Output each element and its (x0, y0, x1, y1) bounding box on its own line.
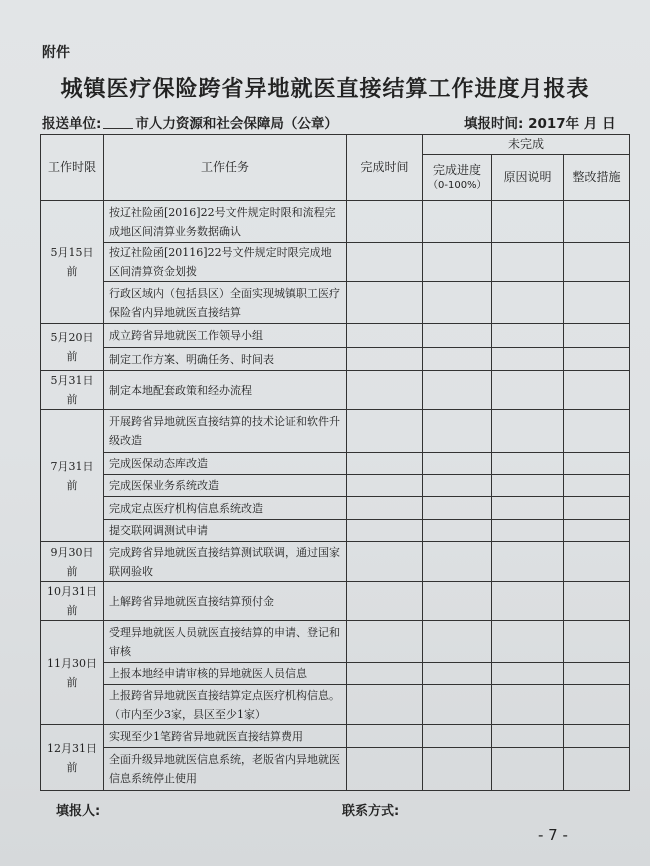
table-row (41, 582, 630, 621)
task-cell: 完成医保业务系统改造 (104, 475, 347, 497)
task-cell: 开展跨省异地就医直接结算的技术论证和软件升级改造 (104, 410, 347, 453)
task-cell: 完成定点医疗机构信息系统改造 (104, 497, 347, 520)
progress-cell[interactable] (423, 410, 492, 453)
reason-cell[interactable] (492, 520, 564, 542)
report-unit-label: 报送单位: (42, 116, 102, 132)
completion-time-cell[interactable] (347, 453, 423, 475)
deadline-cell: 5月31日前 (41, 371, 104, 410)
task-cell: 按辽社险函[2016]22号文件规定时限和流程完成地区间清算业务数据确认 (104, 201, 347, 243)
table-row (41, 748, 630, 791)
rectification-cell[interactable] (564, 520, 630, 542)
rectification-cell[interactable] (564, 201, 630, 243)
completion-time-cell[interactable] (347, 685, 423, 725)
attachment-label: 附件 (42, 45, 70, 61)
completion-time-cell[interactable] (347, 371, 423, 410)
task-cell: 全面升级异地就医信息系统，老版省内异地就医信息系统停止使用 (104, 748, 347, 791)
completion-time-cell[interactable] (347, 725, 423, 748)
completion-time-cell[interactable] (347, 201, 423, 243)
page-title: 城镇医疗保险跨省异地就医直接结算工作进度月报表 (60, 77, 590, 102)
task-cell: 上报跨省异地就医直接结算定点医疗机构信息。（市内至少3家，县区至少1家） (104, 685, 347, 725)
header-rectification: 整改措施 (564, 155, 630, 201)
reason-cell[interactable] (492, 582, 564, 621)
task-cell: 上报本地经申请审核的异地就医人员信息 (104, 663, 347, 685)
task-cell: 制定工作方案、明确任务、时间表 (104, 348, 347, 371)
completion-time-cell[interactable] (347, 410, 423, 453)
completion-time-cell[interactable] (347, 663, 423, 685)
table-row (41, 410, 630, 453)
table-row (41, 725, 630, 748)
report-time (464, 112, 616, 132)
progress-cell[interactable] (423, 621, 492, 663)
table-row (41, 663, 630, 685)
progress-cell[interactable] (423, 582, 492, 621)
rectification-cell[interactable] (564, 324, 630, 348)
reason-cell[interactable] (492, 748, 564, 791)
completion-time-cell[interactable] (347, 621, 423, 663)
progress-cell[interactable] (423, 663, 492, 685)
rectification-cell[interactable] (564, 663, 630, 685)
reason-cell[interactable] (492, 725, 564, 748)
header-progress-label: 完成进度 (432, 162, 481, 177)
progress-cell[interactable] (423, 201, 492, 243)
completion-time-cell[interactable] (347, 282, 423, 324)
task-cell: 完成跨省异地就医直接结算测试联调，通过国家联网验收 (104, 542, 347, 582)
progress-table (40, 134, 630, 791)
table-row (41, 542, 630, 582)
rectification-cell[interactable] (564, 685, 630, 725)
task-cell: 制定本地配套政策和经办流程 (104, 371, 347, 410)
report-unit-value: 市人力资源和社会保障局（公章） (135, 116, 338, 132)
progress-cell[interactable] (423, 685, 492, 725)
reason-cell[interactable] (492, 324, 564, 348)
progress-cell[interactable] (423, 371, 492, 410)
deadline-cell: 10月31日前 (41, 582, 104, 621)
rectification-cell[interactable] (564, 582, 630, 621)
progress-cell[interactable] (423, 475, 492, 497)
task-cell: 实现至少1笔跨省异地就医直接结算费用 (104, 725, 347, 748)
table-row (41, 621, 630, 663)
progress-cell[interactable] (423, 748, 492, 791)
table-row (41, 243, 630, 282)
reason-cell[interactable] (492, 542, 564, 582)
reason-cell[interactable] (492, 371, 564, 410)
progress-cell[interactable] (423, 542, 492, 582)
table-row (41, 324, 630, 348)
table-row (41, 348, 630, 371)
task-cell: 行政区域内（包括县区）全面实现城镇职工医疗保险省内异地就医直接结算 (104, 282, 347, 324)
task-cell: 按辽社险函[20116]22号文件规定时限完成地区间清算资金划拨 (104, 243, 347, 282)
reason-cell[interactable] (492, 663, 564, 685)
reason-cell[interactable] (492, 475, 564, 497)
rectification-cell[interactable] (564, 475, 630, 497)
reason-cell[interactable] (492, 348, 564, 371)
header-progress-range: （0-100%） (428, 179, 487, 191)
reason-cell[interactable] (492, 453, 564, 475)
header-reason: 原因说明 (492, 155, 564, 201)
completion-time-cell[interactable] (347, 475, 423, 497)
contact-label: 联系方式: (342, 804, 400, 819)
report-time-label: 填报时间: (464, 116, 524, 132)
completion-time-cell[interactable] (347, 243, 423, 282)
task-cell: 提交联网调测试申请 (104, 520, 347, 542)
rectification-cell[interactable] (564, 348, 630, 371)
reason-cell[interactable] (492, 685, 564, 725)
task-cell: 完成医保动态库改造 (104, 453, 347, 475)
progress-cell[interactable] (423, 520, 492, 542)
task-cell: 受理异地就医人员就医直接结算的申请、登记和审核 (104, 621, 347, 663)
progress-cell[interactable] (423, 282, 492, 324)
table-row (41, 520, 630, 542)
reason-cell[interactable] (492, 282, 564, 324)
table-row (41, 282, 630, 324)
page-number: - 7 - (538, 826, 568, 844)
reason-cell[interactable] (492, 201, 564, 243)
deadline-cell: 5月20日前 (41, 324, 104, 371)
header-task: 工作任务 (104, 135, 347, 201)
table-body (41, 201, 630, 791)
rectification-cell[interactable] (564, 748, 630, 791)
report-unit (42, 112, 338, 132)
reason-cell[interactable] (492, 497, 564, 520)
report-unit-underline (103, 116, 133, 129)
rectification-cell[interactable] (564, 621, 630, 663)
report-time-value: 2017年 月 日 (528, 116, 616, 132)
table-row (41, 453, 630, 475)
progress-cell[interactable] (423, 725, 492, 748)
deadline-cell: 9月30日前 (41, 542, 104, 582)
deadline-cell: 7月31日前 (41, 410, 104, 542)
completion-time-cell[interactable] (347, 582, 423, 621)
table-row (41, 201, 630, 243)
table-row (41, 685, 630, 725)
progress-cell[interactable] (423, 497, 492, 520)
rectification-cell[interactable] (564, 371, 630, 410)
reason-cell[interactable] (492, 410, 564, 453)
deadline-cell: 11月30日前 (41, 621, 104, 725)
rectification-cell[interactable] (564, 243, 630, 282)
rectification-cell[interactable] (564, 410, 630, 453)
completion-time-cell[interactable] (347, 748, 423, 791)
header-completion-time: 完成时间 (347, 135, 423, 201)
deadline-cell: 12月31日前 (41, 725, 104, 791)
header-deadline: 工作时限 (41, 135, 104, 201)
progress-cell[interactable] (423, 453, 492, 475)
reason-cell[interactable] (492, 243, 564, 282)
completion-time-cell[interactable] (347, 520, 423, 542)
table-row (41, 497, 630, 520)
rectification-cell[interactable] (564, 542, 630, 582)
completion-time-cell[interactable] (347, 542, 423, 582)
header-unfinished: 未完成 (423, 135, 630, 155)
completion-time-cell[interactable] (347, 348, 423, 371)
completion-time-cell[interactable] (347, 497, 423, 520)
task-cell: 成立跨省异地就医工作领导小组 (104, 324, 347, 348)
rectification-cell[interactable] (564, 497, 630, 520)
filler-label: 填报人: (56, 804, 101, 819)
table-row (41, 475, 630, 497)
task-cell: 上解跨省异地就医直接结算预付金 (104, 582, 347, 621)
deadline-cell: 5月15日前 (41, 201, 104, 324)
progress-cell[interactable] (423, 324, 492, 348)
rectification-cell[interactable] (564, 282, 630, 324)
reason-cell[interactable] (492, 621, 564, 663)
progress-cell[interactable] (423, 348, 492, 371)
table-row (41, 371, 630, 410)
rectification-cell[interactable] (564, 725, 630, 748)
rectification-cell[interactable] (564, 453, 630, 475)
progress-cell[interactable] (423, 243, 492, 282)
header-progress (423, 155, 492, 201)
completion-time-cell[interactable] (347, 324, 423, 348)
